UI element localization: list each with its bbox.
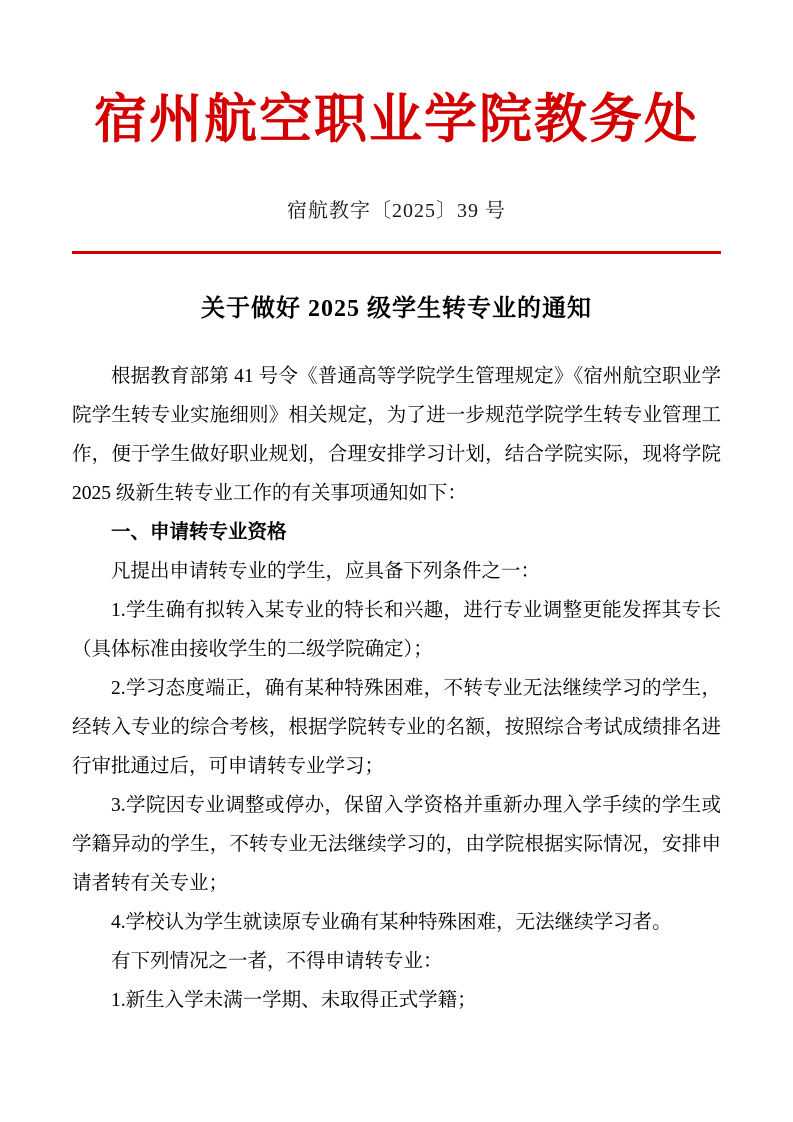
body-paragraph: 凡提出申请转专业的学生，应具备下列条件之一： <box>111 560 541 582</box>
document-number: 宿航教字〔2025〕39 号 <box>287 199 506 222</box>
page-title: 宿州航空职业学院教务处 <box>94 88 699 150</box>
section-heading: 一、申请转专业资格 <box>111 521 287 543</box>
body-paragraph: 1.学生确有拟转入某专业的特长和兴趣，进行专业调整更能发挥其专长（具体标准由接收学生的二级学院确定）； <box>72 599 721 660</box>
document-body <box>72 357 721 1020</box>
body-paragraph: 3.学院因专业调整或停办，保留入学资格并重新办理入学手续的学生或学籍异动的学生，不转专业无法继续学习的，由学院根据实际情况，安排申请者转有关专业； <box>72 794 721 894</box>
body-paragraph: 根据教育部第 41 号令《普通高等学院学生管理规定》《宿州航空职业学院学生转专业实施细则》相关规定，为了进一步规范学院学生转专业管理工作，便于学生做好职业规划，合理安排学习计划，结合学院实际，现将学院 2025 级新生转专业工作的有关事项通知如下： <box>72 365 721 504</box>
body-paragraph: 4.学校认为学生就读原专业确有某种特殊困难，无法继续学习者。 <box>111 911 672 933</box>
document-header <box>72 0 721 223</box>
body-paragraph: 2.学习态度端正，确有某种特殊困难，不转专业无法继续学习的学生，经转入专业的综合考核，根据学院转专业的名额，按照综合考试成绩排名进行审批通过后，可申请转专业学习； <box>72 677 721 777</box>
header-divider <box>72 251 721 254</box>
body-paragraph: 有下列情况之一者，不得申请转专业： <box>111 950 443 972</box>
body-paragraph: 1.新生入学未满一学期、未取得正式学籍； <box>111 989 477 1011</box>
document-subject: 关于做好 2025 级学生转专业的通知 <box>201 295 592 322</box>
